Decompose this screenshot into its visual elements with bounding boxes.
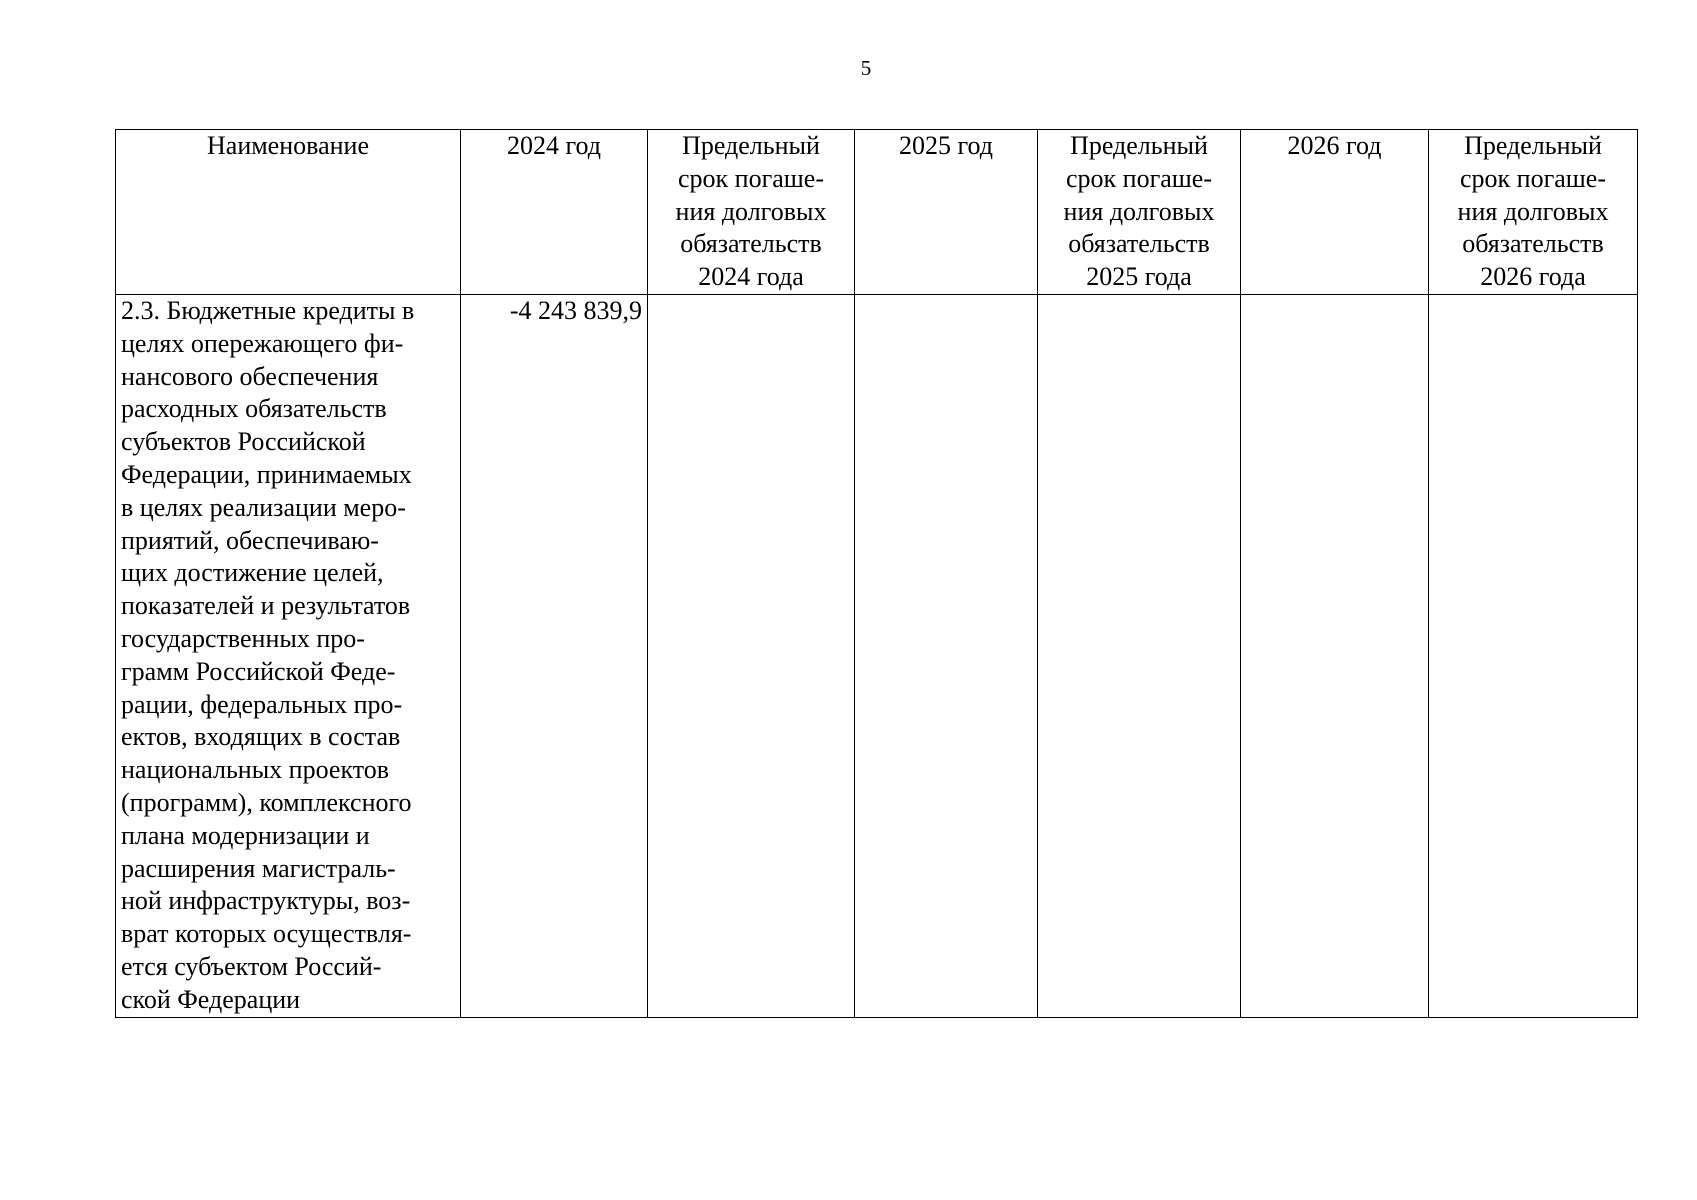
table-header-row (116, 130, 1638, 295)
table-row (116, 295, 1638, 1018)
row-name-line: рации, федеральных про- (121, 689, 403, 719)
row-name-line: расширения магистраль- (121, 853, 396, 883)
row-name-line: показателей и результатов (121, 591, 411, 621)
header-name (116, 130, 461, 295)
row-name-line: Федерации, принимаемых (121, 459, 412, 489)
header-deadline-2024 (648, 130, 855, 295)
row-name-cell (116, 295, 461, 1018)
header-line: 2025 года (1086, 262, 1192, 292)
header-deadline-2026 (1429, 130, 1638, 295)
row-name-line: расходных обязательств (121, 394, 387, 424)
value-2025 (855, 295, 1038, 1018)
header-2026 (1241, 130, 1429, 295)
row-name-line: щих достижение целей, (121, 558, 384, 588)
header-deadline-2025 (1038, 130, 1241, 295)
header-line: 2024 года (698, 262, 804, 292)
header-line: срок погаше- (1459, 163, 1606, 193)
row-name-line: (программ), комплексного (121, 787, 412, 817)
page-number: 5 (860, 56, 872, 80)
row-name-line: грамм Российской Феде- (121, 656, 396, 686)
header-line: 2026 год (1287, 131, 1382, 160)
row-name-line: целях опережающего фи- (121, 328, 404, 358)
header-line: Предельный (1464, 131, 1602, 160)
header-line: 2026 года (1480, 262, 1586, 292)
header-line: срок погаше- (677, 163, 824, 193)
row-name-line: ской Федерации (121, 984, 301, 1014)
row-name-line: нансового обеспечения (121, 361, 379, 391)
header-line: ния долговых (1063, 196, 1215, 226)
row-name-line: приятий, обеспечиваю- (121, 525, 379, 555)
header-line: Наименование (207, 131, 369, 160)
header-line: 2025 год (899, 131, 993, 160)
header-line: 2024 год (507, 131, 601, 160)
header-line: обязательств (1462, 229, 1604, 259)
row-name-line: врат которых осуществля- (121, 919, 412, 949)
row-name-line: ется субъектом Россий- (121, 951, 382, 981)
value-2026 (1241, 295, 1429, 1018)
deadline-2026 (1429, 295, 1638, 1018)
header-line: срок погаше- (1065, 163, 1212, 193)
row-name-line: ной инфраструктуры, воз- (121, 886, 411, 916)
deadline-2024 (648, 295, 855, 1018)
deadline-2025 (1038, 295, 1241, 1018)
header-line: ния долговых (675, 196, 827, 226)
row-name-line: субъектов Российской (121, 427, 366, 457)
value-2024: -4 243 839,9 (461, 295, 648, 1018)
header-line: обязательств (1068, 229, 1210, 259)
row-name-line: ектов, входящих в состав (121, 722, 401, 752)
borrowing-table (115, 129, 1638, 1018)
header-line: обязательств (680, 229, 822, 259)
header-line: ния долговых (1457, 196, 1609, 226)
row-name-line: национальных проектов (121, 755, 390, 785)
row-name-line: 2.3. Бюджетные кредиты в (121, 296, 415, 325)
row-name-line: государственных про- (121, 623, 365, 653)
row-name-line: плана модернизации и (121, 820, 370, 850)
row-name-line: в целях реализации меро- (121, 492, 406, 522)
header-line: Предельный (1070, 131, 1208, 160)
header-2024 (461, 130, 648, 295)
header-2025 (855, 130, 1038, 295)
header-line: Предельный (682, 131, 820, 160)
